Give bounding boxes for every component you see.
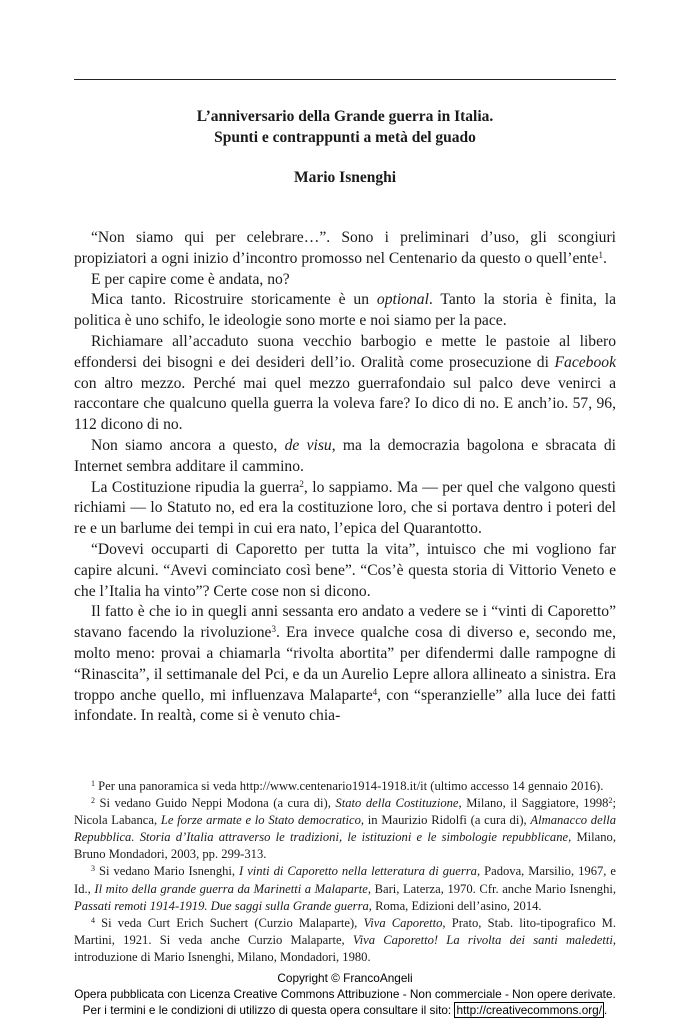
copyright-line: Copyright © FrancoAngeli [277, 971, 413, 985]
footnote-ref-3[interactable]: 3 [271, 624, 276, 635]
paragraph-2: E per capire come è andata, no? [91, 270, 290, 288]
footnote-1: $^1$ Per una panoramica si veda http://www.centenario1914-1918.it/it (ultimo accesso 14 gennaio 2016). [91, 779, 604, 793]
paragraph-4: Richiamare all’accaduto suona vecchio barbogio e mette le pastoie al libero effondersi dei bisogni e dei desideri dell’io. Oralità come prosecuzione di Facebook con altro mezzo. Perché mai quel mezzo guerrafondaio sul palco deve venirci a raccontare che qualcuno quella guerra la voleva fare? Io dico di no. E anch’io. 57, 96, 112 dicono di no. [74, 332, 616, 434]
creative-commons-link[interactable]: http://creativecommons.org/ [456, 1003, 603, 1017]
terms-line: Per i termini e le condizioni di utilizzo di questa opera consultare il sito: http://creativecommons.org/ . [82, 1003, 608, 1017]
footnote-4: $^4$ Si veda Curt Erich Suchert (Curzio Malaparte), Viva Caporetto, Prato, Stab. lito-tipografico M. Martini, 1921. Si veda anche Curzio Malaparte, Viva Caporetto! La rivolta dei santi maledetti, introduzione di Mario Isnenghi, Milano, Mondadori, 1980. [74, 915, 616, 964]
footnote-2: $^2$ Si vedano Guido Neppi Modona (a cura di), Stato della Costituzione, Milano, il Saggiatore, 1998$^2$; Nicola Labanca, Le forze armate e lo Stato democratico, in Maurizio Ridolfi (a cura di), Almanacco della Repubblica. Storia d’Italia attraverso le tradizioni, le istituzioni e le simbologie repubblicane, Milano, Bruno Mondadori, 2003, pp. 299-313. [74, 796, 616, 862]
article-title [74, 106, 616, 148]
footnote-ref-4[interactable]: 4 [372, 686, 378, 697]
footnote-ref-1[interactable]: 1 [598, 249, 603, 260]
paragraph-7: “Dovevi occuparti di Caporetto per tutta la vita”, intuisco che mi vogliono far capire alcuni. “Avevi cominciato così bene”. “Cos’è questa storia di Vittorio Veneto e che l’Italia ha vinto”? Certe cose non si dicono. [74, 540, 616, 600]
paragraph-5: Non siamo ancora a questo, de visu, ma la democrazia bagolona e sbracata di Internet sembra additare il cammino. [74, 436, 616, 475]
paragraph-1: “Non siamo qui per celebrare…”. Sono i preliminari d’uso, gli scongiuri propiziatori a ogni inizio d’incontro promosso nel Centenario da questo o quell’ente$^1$. [74, 229, 616, 267]
license-footer [0, 970, 690, 1018]
footnotes [74, 778, 616, 966]
footnote-ref-2[interactable]: 2 [299, 478, 304, 489]
title-line-1: L’anniversario della Grande guerra in Italia. [196, 108, 494, 125]
footnote-3: $^3$ Si vedano Mario Isnenghi, I vinti di Caporetto nella letteratura di guerra, Padova, Marsilio, 1967, e Id., Il mito della grande guerra da Marinetti a Malaparte, Bari, Laterza, 1970. Cfr. anche Mario Isnenghi, Passati remoti 1914-1919. Due saggi sulla Grande guerra, Roma, Edizioni dell’asino, 2014. [74, 864, 617, 913]
paragraph-6: La Costituzione ripudia la guerra$^2$, lo sappiamo. Ma — per quel che valgono questi richiami — lo Statuto no, ed era la costituzione loro, che si portava dentro i poteri del re e un barlume dei tempi in cui era nato, l’epica del Quarantotto. [74, 478, 616, 538]
top-rule [74, 79, 616, 80]
author-name: Mario Isnenghi [293, 169, 397, 186]
paragraph-8: Il fatto è che io in quegli anni sessanta ero andato a vedere se i “vinti di Caporetto” stavano facendo la rivoluzione$^3$. Era invece qualche cosa di diverso e, secondo me, molto meno: provai a chiamarla “rivolta abortita” per difendermi dalle rampogne di “Rinascita”, il settimanale del Pci, e da un Aurelio Lepre allora allineato a sinistra. Era troppo anche quello, mi influenzava Malaparte$^4$, con “speranzielle” alla luce dei fatti infondate. In realtà, come si è venuto chia- [74, 603, 617, 725]
license-line: Opera pubblicata con Licenza Creative Commons Attribuzione - Non commerciale - Non opere derivate. [74, 987, 616, 1001]
title-line-2: Spunti e contrappunti a metà del guado [214, 129, 476, 146]
paragraph-3: Mica tanto. Ricostruire storicamente è un optional. Tanto la storia è finita, la politica è uno schifo, le ideologie sono morte e noi siamo per la pace. [74, 291, 617, 330]
article-body [74, 228, 616, 727]
